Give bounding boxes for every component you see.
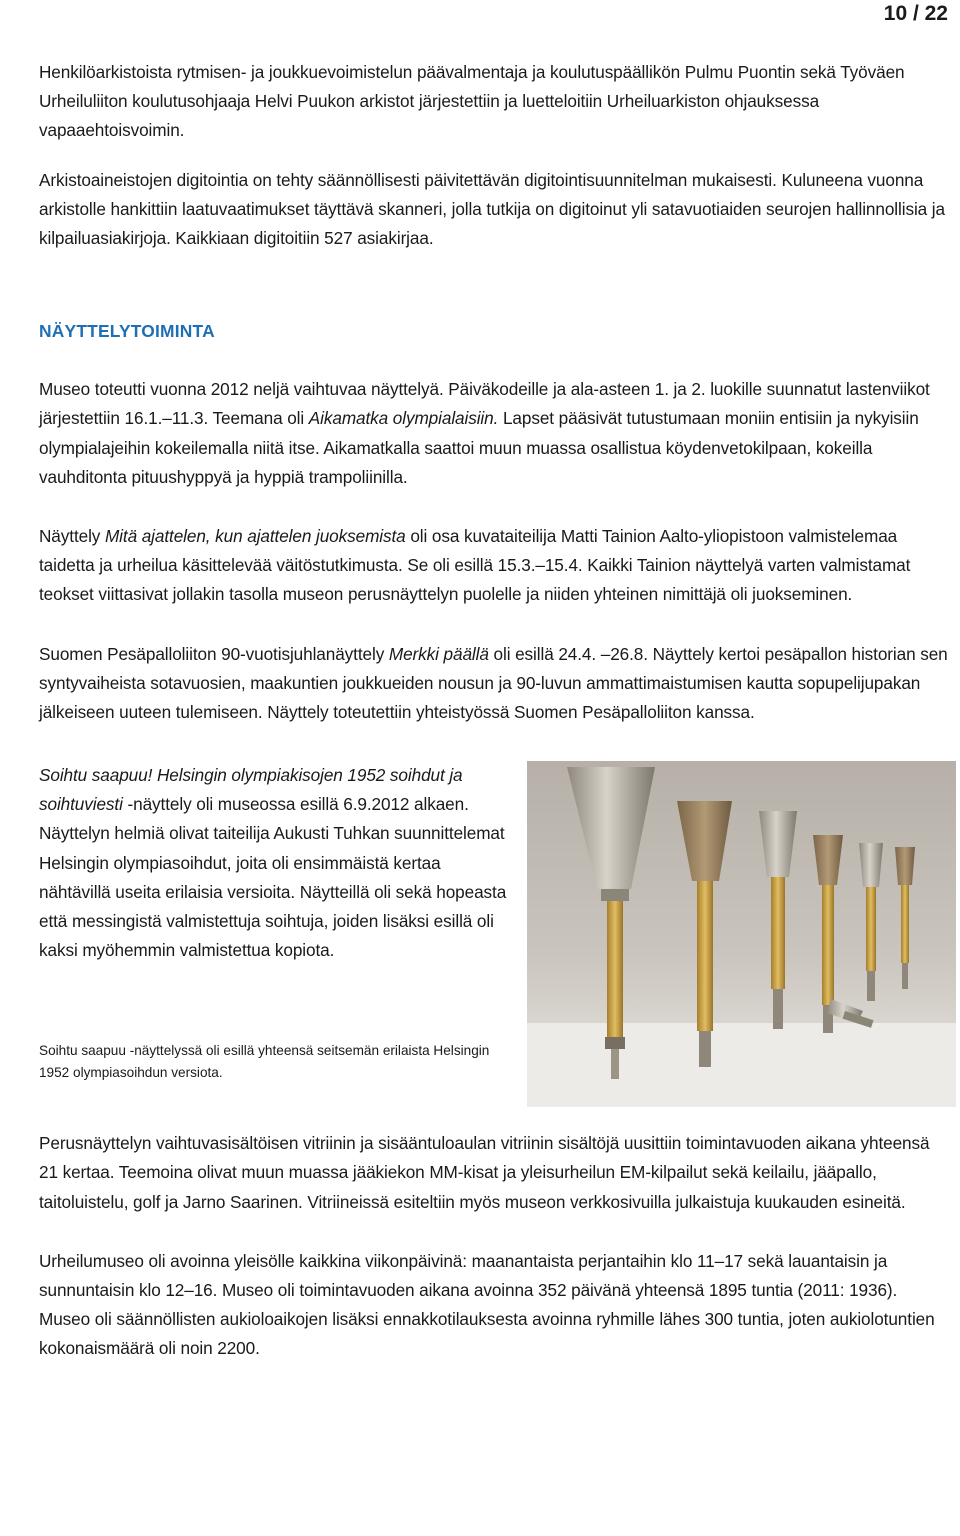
torch-exhibition-block <box>39 761 951 1107</box>
opening-hours-paragraph: Urheilumuseo oli avoinna yleisölle kaikkina viikonpäivinä: maanantaista perjantaihin klo 11–17 sekä lauantaisin ja sunnuntaisin klo 12–16. Museo oli toimintavuoden aikana avoinna 352 päivänä yhteensä 1895 tuntia (2011: 1936). Museo oli säännöllisten aukioloaikojen lisäksi ennakkotilauksesta avoinna ryhmille lähes 300 tuntia, joten aukiolotuntien kokonaismäärä oli noin 2200. <box>39 1250 935 1359</box>
torch-5 <box>859 843 883 1001</box>
archives-paragraph-2: Arkistoaineistojen digitointia on tehty säännöllisesti päivitettävän digitointisuunnitelman mukaisesti. Kuluneena vuonna arkistolle hankittiin laatuvaatimukset täyttävä skanneri, jolla tutkija on digitoinut yli satavuotiaiden seurojen hallinnollisia ja kilpailuasiakirjoja. Kaikkiaan digitoitiin 527 asiakirjaa. <box>39 169 945 249</box>
page-number: 10 / 22 <box>883 2 948 25</box>
section-heading-exhibitions: NÄYTTELYTOIMINTA <box>39 321 215 342</box>
olympic-torches-photo <box>527 761 956 1107</box>
archives-paragraph-1: Henkilöarkistoista rytmisen- ja joukkuevoimistelun päävalmentaja ja koulutuspäällikön Pulmu Puontin sekä Työväen Urheiluliiton koulutusohjaaja Helvi Puukon arkistot järjestettiin ja luetteloitiin Urheiluarkiston ohjauksessa vapaaehtoisvoimin. <box>39 62 905 141</box>
torch-exhibition-text <box>39 761 509 965</box>
exhibition-paragraph-1: Museo toteutti vuonna 2012 neljä vaihtuvaa näyttelyä. Päiväkodeille ja ala-asteen 1. ja 2. luokille suunnatut lastenviikot järjestettiin 16.1.–11.3. Teemana oli Aikamatka olympialaisiin. Lapset pääsivät tutustumaan moniin entisiin ja nykyisiin olympialajeihin kokeilemalla niitä itse. Aikamatkalla saattoi muun muassa osallistua köydenvetokilpaan, kokeilla vauhditonta pituushyppyä ja hyppiä trampoliinilla. <box>39 379 930 487</box>
torch-3 <box>759 811 797 1029</box>
photo-caption: Soihtu saapuu -näyttelyssä oli esillä yhteensä seitsemän erilaista Helsingin 1952 olympiasoihdun versiota. <box>39 1043 490 1081</box>
torch-6 <box>895 847 915 989</box>
exhibition-paragraph-4: Soihtu saapuu! Helsingin olympiakisojen 1952 soihdut ja soihtuviesti -näyttely oli museossa esillä 6.9.2012 alkaen. Näyttelyn helmiä olivat taiteilija Aukusti Tuhkan suunnittelemat Helsingin olympiasoihdut, joita oli ensimmäistä kertaa nähtävillä useita erilaisia versioita. Näytteillä oli sekä hopeasta että messingistä valmistettuja soihtuja, joiden lisäksi esillä oli kaksi myöhemmin valmistettua kopiota. <box>39 765 507 960</box>
exhibition-paragraph-3: Suomen Pesäpalloliiton 90-vuotisjuhlanäyttely Merkki päällä oli esillä 24.4. –26.8. Näyttely kertoi pesäpallon historian sen syntyvaiheista sotavuosien, maakuntien joukkueiden nousun ja 90-luvun ammattimaistumisen kautta sopupelijupakan jälkeiseen uuteen tulemiseen. Näyttely toteutettiin yhteistyössä Suomen Pesäpalloliiton kanssa. <box>39 643 948 723</box>
exhibition-paragraph-5: Perusnäyttelyn vaihtuvasisältöisen vitriinin ja sisääntuloaulan vitriinin sisältöjä uusittiin toimintavuoden aikana yhteensä 21 kertaa. Teemoina olivat muun muassa jääkiekon MM-kisat ja yleisurheilun EM-kilpailut sekä keilailu, jääpallo, taitoluistelu, golf ja Jarno Saarinen. Vitriineissä esiteltiin myös museon verkkosivuilla julkaistuja kuukauden esineitä. <box>39 1133 930 1212</box>
document-body <box>39 58 951 1364</box>
exhibition-paragraph-2: Näyttely Mitä ajattelen, kun ajattelen juoksemista oli osa kuvataiteilija Matti Tainion Aalto-yliopistoon valmistelemaa taidetta ja urheilua käsittelevää väitöstutkimusta. Se oli esillä 15.3.–15.4. Kaikki Tainion näyttelyä varten valmistamat teokset viittasivat jollakin tasolla museon perusnäyttelyn puolelle ja niiden yhteinen nimittäjä oli juokseminen. <box>39 526 911 605</box>
